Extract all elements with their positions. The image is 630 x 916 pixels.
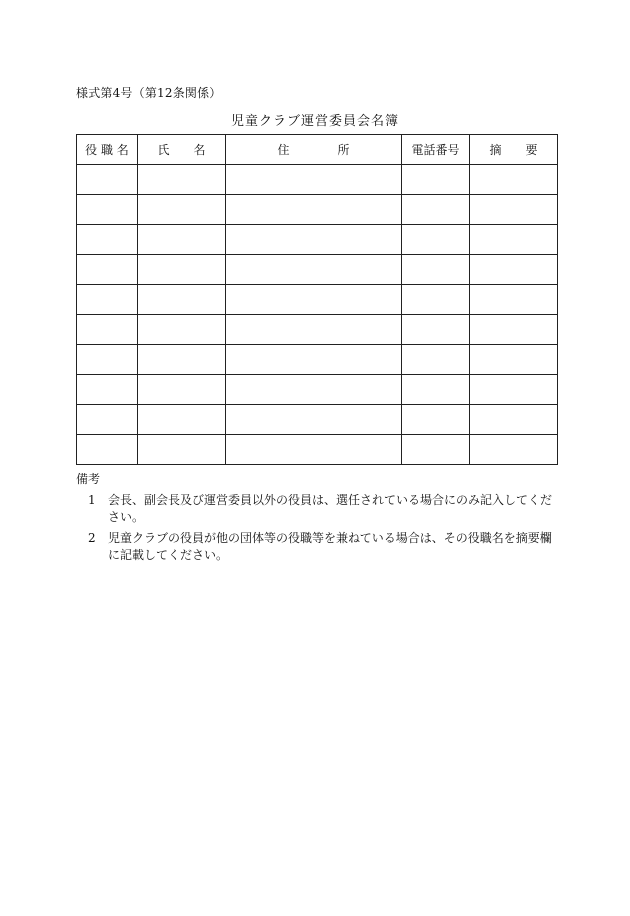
cell-phone[interactable] <box>402 405 470 435</box>
cell-name[interactable] <box>138 255 226 285</box>
cell-position[interactable] <box>77 225 138 255</box>
cell-remarks[interactable] <box>470 285 558 315</box>
remarks-heading: 備考 <box>76 472 101 486</box>
cell-remarks[interactable] <box>470 345 558 375</box>
cell-remarks[interactable] <box>470 435 558 465</box>
table-row <box>77 255 558 285</box>
note-number: 2 <box>88 531 96 545</box>
note-item <box>88 492 560 526</box>
cell-name[interactable] <box>138 165 226 195</box>
cell-name[interactable] <box>138 285 226 315</box>
cell-position[interactable] <box>77 195 138 225</box>
table-body <box>77 165 558 465</box>
table-row <box>77 195 558 225</box>
document-title: 児童クラブ運営委員会名簿 <box>230 114 399 129</box>
cell-remarks[interactable] <box>470 255 558 285</box>
cell-remarks[interactable] <box>470 165 558 195</box>
table-row <box>77 435 558 465</box>
cell-phone[interactable] <box>402 315 470 345</box>
cell-address[interactable] <box>226 405 402 435</box>
cell-position[interactable] <box>77 405 138 435</box>
cell-name[interactable] <box>138 405 226 435</box>
table-row <box>77 165 558 195</box>
cell-remarks[interactable] <box>470 195 558 225</box>
header-name: 氏 名 <box>138 135 226 165</box>
table-row <box>77 285 558 315</box>
cell-phone[interactable] <box>402 225 470 255</box>
table-row <box>77 315 558 345</box>
header-remarks: 摘 要 <box>470 135 558 165</box>
cell-phone[interactable] <box>402 165 470 195</box>
note-number: 1 <box>88 493 96 507</box>
cell-remarks[interactable] <box>470 315 558 345</box>
cell-position[interactable] <box>77 315 138 345</box>
cell-address[interactable] <box>226 165 402 195</box>
cell-address[interactable] <box>226 375 402 405</box>
cell-phone[interactable] <box>402 435 470 465</box>
cell-phone[interactable] <box>402 255 470 285</box>
table-row <box>77 345 558 375</box>
cell-name[interactable] <box>138 375 226 405</box>
note-text: 会長、副会長及び運営委員以外の役員は、選任されている場合にのみ記入してください。 <box>108 493 553 524</box>
note-item <box>88 530 560 564</box>
header-position: 役 職 名 <box>77 135 138 165</box>
cell-name[interactable] <box>138 345 226 375</box>
header-phone: 電話番号 <box>402 135 470 165</box>
cell-address[interactable] <box>226 225 402 255</box>
cell-position[interactable] <box>77 435 138 465</box>
cell-address[interactable] <box>226 435 402 465</box>
table-row <box>77 225 558 255</box>
cell-remarks[interactable] <box>470 375 558 405</box>
remarks-section <box>76 471 560 568</box>
cell-position[interactable] <box>77 345 138 375</box>
cell-name[interactable] <box>138 315 226 345</box>
cell-phone[interactable] <box>402 195 470 225</box>
table-row <box>77 405 558 435</box>
cell-address[interactable] <box>226 315 402 345</box>
cell-position[interactable] <box>77 285 138 315</box>
cell-position[interactable] <box>77 375 138 405</box>
cell-phone[interactable] <box>402 345 470 375</box>
committee-roster-table <box>76 134 558 465</box>
cell-name[interactable] <box>138 225 226 255</box>
table-header-row <box>77 135 558 165</box>
cell-remarks[interactable] <box>470 225 558 255</box>
cell-address[interactable] <box>226 345 402 375</box>
cell-position[interactable] <box>77 165 138 195</box>
form-number: 様式第4号（第12条関係） <box>76 86 222 100</box>
cell-phone[interactable] <box>402 285 470 315</box>
header-address: 住 所 <box>226 135 402 165</box>
table-row <box>77 375 558 405</box>
cell-name[interactable] <box>138 435 226 465</box>
note-text: 児童クラブの役員が他の団体等の役職等を兼ねている場合は、その役職名を摘要欄に記載してください。 <box>108 531 552 562</box>
cell-position[interactable] <box>77 255 138 285</box>
cell-name[interactable] <box>138 195 226 225</box>
cell-address[interactable] <box>226 195 402 225</box>
cell-phone[interactable] <box>402 375 470 405</box>
cell-address[interactable] <box>226 255 402 285</box>
cell-remarks[interactable] <box>470 405 558 435</box>
cell-address[interactable] <box>226 285 402 315</box>
